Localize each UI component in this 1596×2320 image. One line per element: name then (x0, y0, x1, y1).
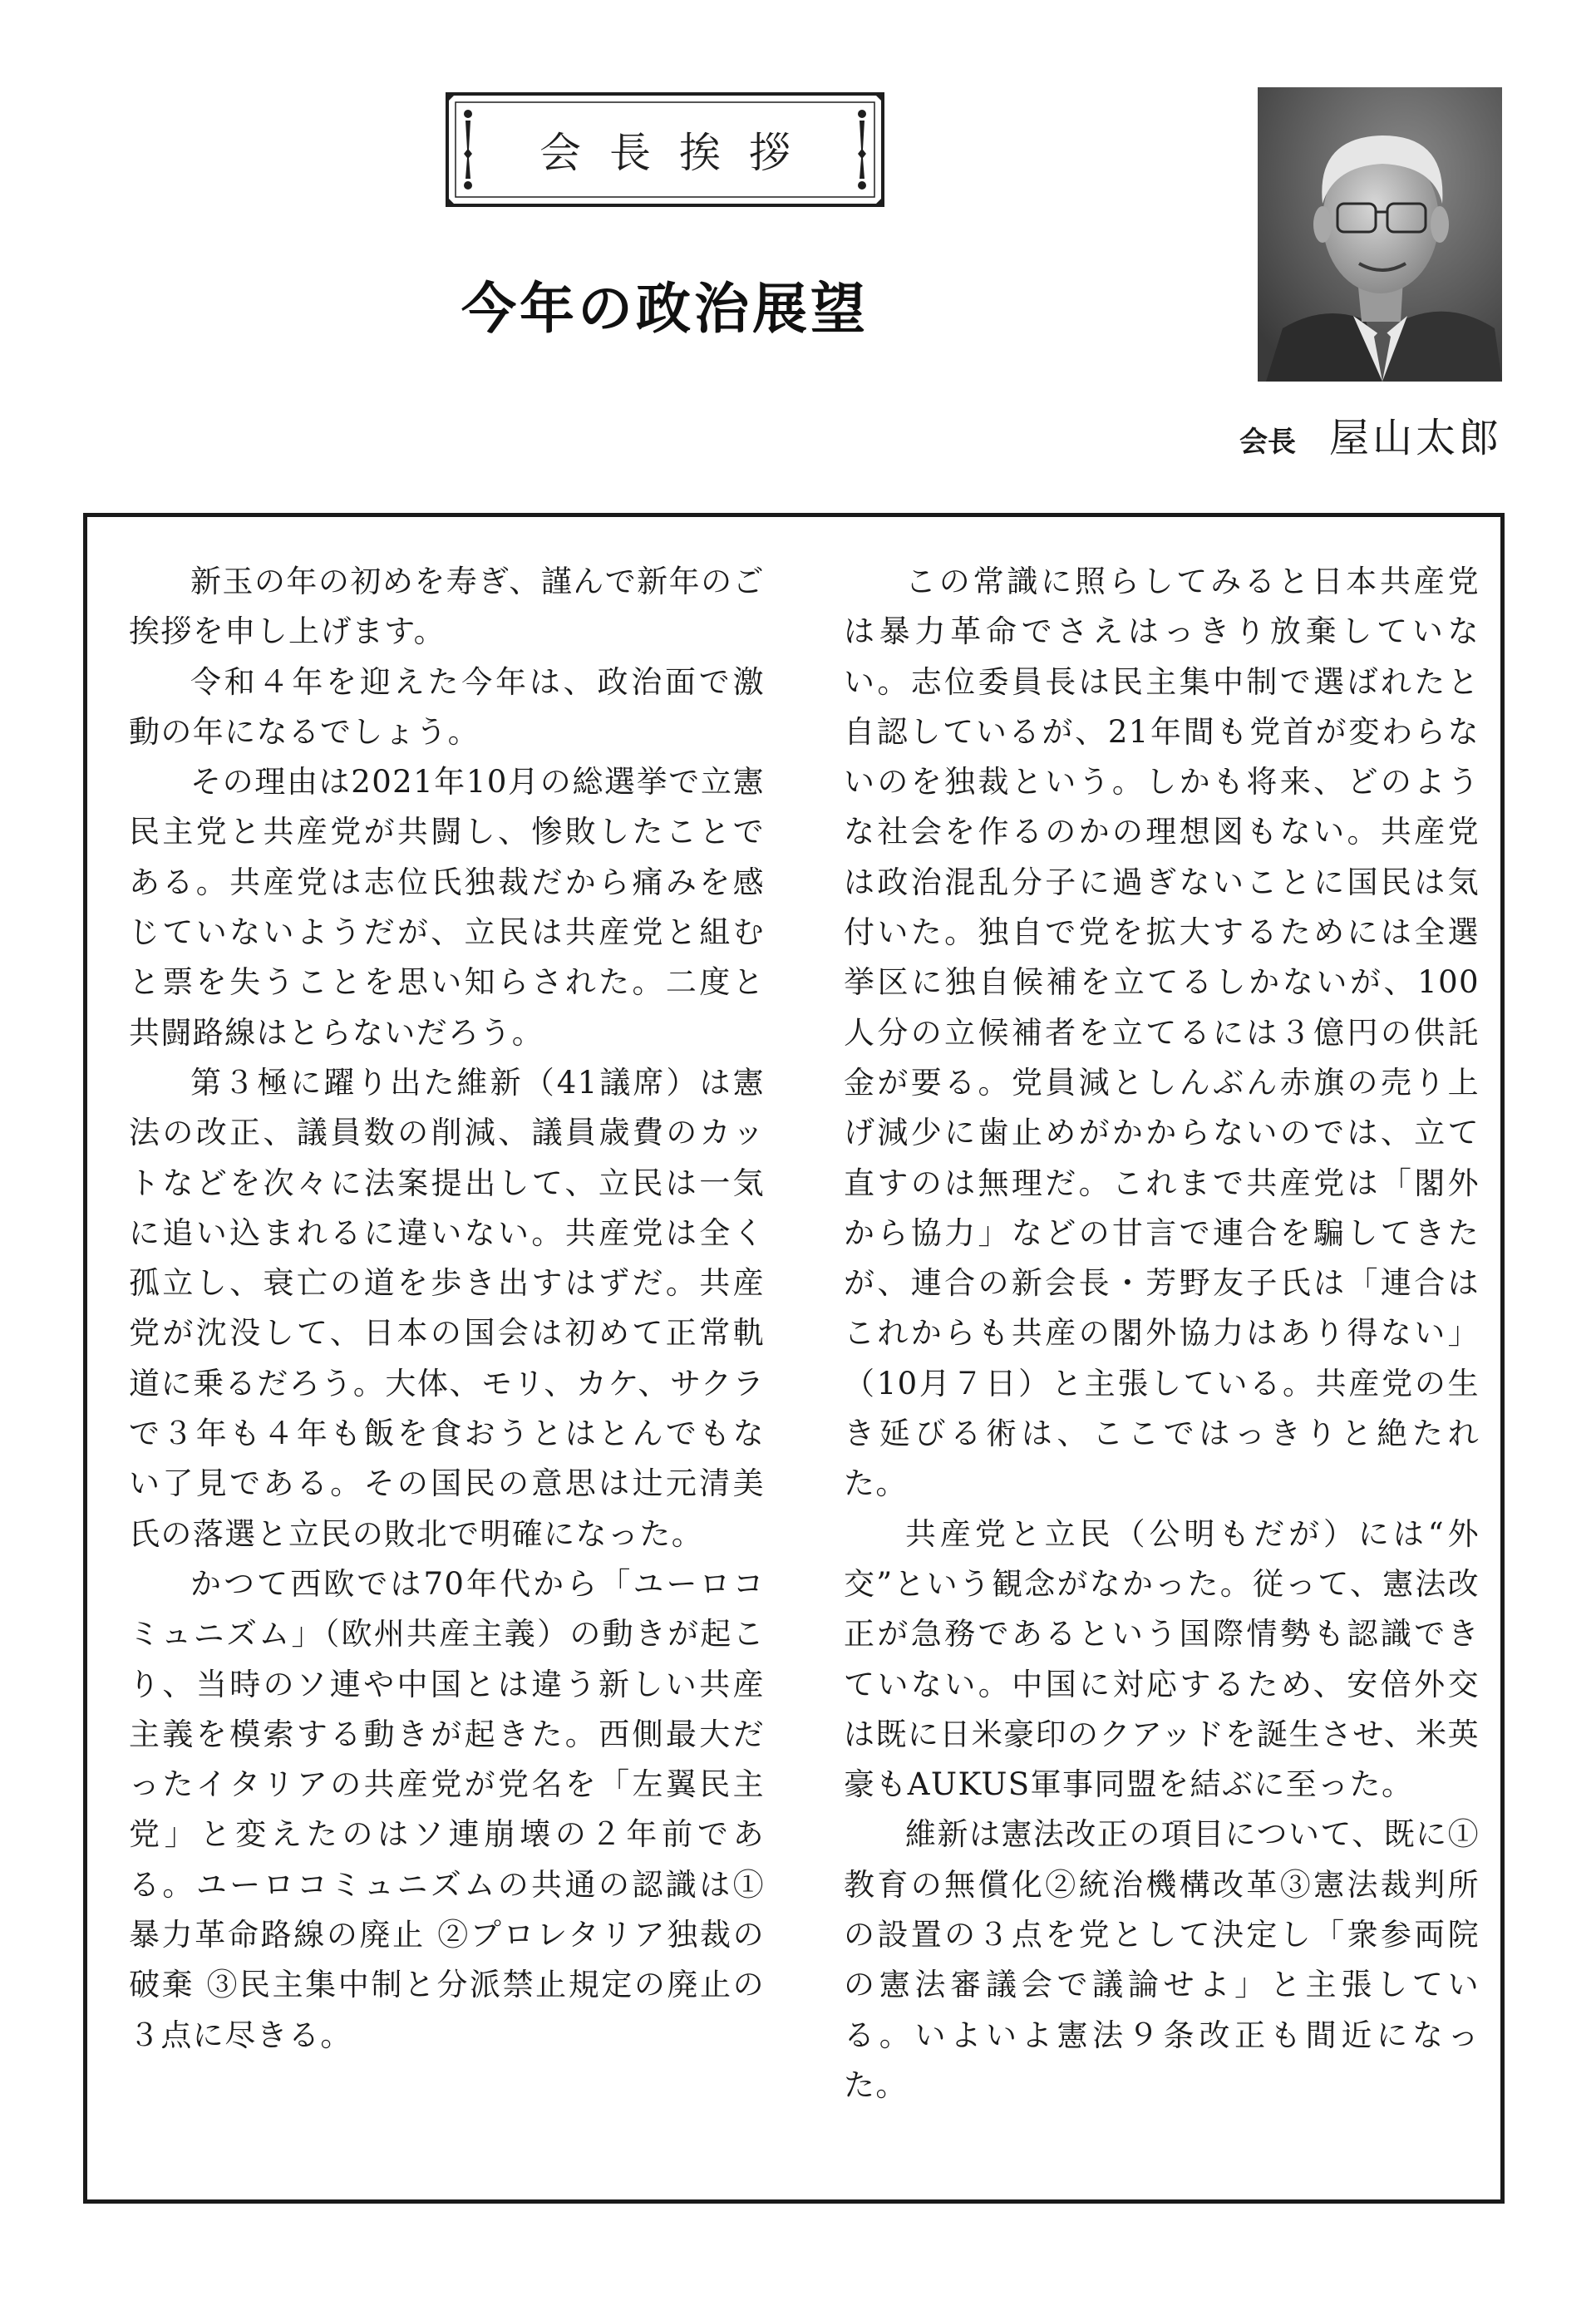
section-heading-frame (441, 87, 889, 212)
author-name: 屋山太郎 (1328, 415, 1502, 461)
section-label: 会長挨拶 (539, 129, 819, 177)
left-column (129, 557, 765, 2061)
paragraph: その理由は2021年10月の総選挙で立憲民主党と共産党が共闘し、惨敗したことである。共産党は志位氏独裁だから痛みを感じていないようだが、立民は共産党と組むと票を失うことを思い知らされた。二度と共闘路線はとらないだろう。 (129, 764, 765, 1051)
paragraph: 共産党と立民（公明もだが）には“外交”という観念がなかった。従って、憲法改正が急務であるという国際情勢も認識できていない。中国に対応するため、安倍外交は既に日米豪印のクアッドを誕生させ、米英豪もAUKUS軍事同盟を結ぶに至った。 (844, 1515, 1480, 1803)
paragraph: かつて西欧では70年代から「ユーロコミュニズム」（欧州共産主義）の動きが起こり、当時のソ連や中国とは違う新しい共産主義を模索する動きが起きた。西側最大だったイタリアの共産党が党名を「左翼民主党」と変えたのはソ連崩壊の２年前である。ユーロコミュニズムの共通の認識は①暴力革命路線の廃止 ②プロレタリア独裁の破棄 ③民主集中制と分派禁止規定の廃止の３点に尽きる。 (129, 1565, 765, 2053)
article-body-box (83, 513, 1505, 2204)
page-title: 今年の政治展望 (461, 277, 869, 341)
paragraph: この常識に照らしてみると日本共産党は暴力革命でさえはっきり放棄していない。志位委員長は民主集中制で選ばれたと自認しているが、21年間も党首が変わらないのを独裁という。しかも将来、どのような社会を作るのかの理想図もない。共産党は政治混乱分子に過ぎないことに国民は気付いた。独自で党を拡大するためには全選挙区に独自候補を立てるしかないが、100人分の立候補者を立てるには３億円の供託金が要る。党員減としんぶん赤旗の売り上げ減少に歯止めがかからないのでは、立て直すのは無理だ。これまで共産党は「閣外から協力」などの甘言で連合を騙してきたが、連合の新会長・芳野友子氏は「連合はこれからも共産の閣外協力はあり得ない」（10月７日）と主張している。共産党の生き延びる術は、ここではっきりと絶たれた。 (844, 564, 1480, 1502)
paragraph: 新玉の年の初めを寿ぎ、謹んで新年のご挨拶を申し上げます。 (129, 564, 765, 650)
author-byline (1239, 406, 1502, 463)
portrait-photo (1258, 87, 1502, 382)
right-column (844, 557, 1480, 2111)
author-role: 会長 (1239, 426, 1296, 459)
paragraph: 第３極に躍り出た維新（41議席）は憲法の改正、議員数の削減、議員歳費のカットなどを次々に法案提出して、立民は一気に追い込まれるに違いない。共産党は全く孤立し、衰亡の道を歩き出すはずだ。共産党が沈没して、日本の国会は初めて正常軌道に乗るだろう。大体、モリ、カケ、サクラで３年も４年も飯を食おうとはとんでもない了見である。その国民の意思は辻元清美氏の落選と立民の敗北で明確になった。 (129, 1064, 765, 1552)
paragraph: 維新は憲法改正の項目について、既に①教育の無償化②統治機構改革③憲法裁判所の設置の３点を党として決定し「衆参両院の憲法審議会で議論せよ」と主張している。いよいよ憲法９条改正も間近になった。 (844, 1816, 1480, 2103)
paragraph: 令和４年を迎えた今年は、政治面で激動の年になるでしょう。 (129, 663, 765, 750)
portrait-photo-icon (1258, 87, 1502, 382)
